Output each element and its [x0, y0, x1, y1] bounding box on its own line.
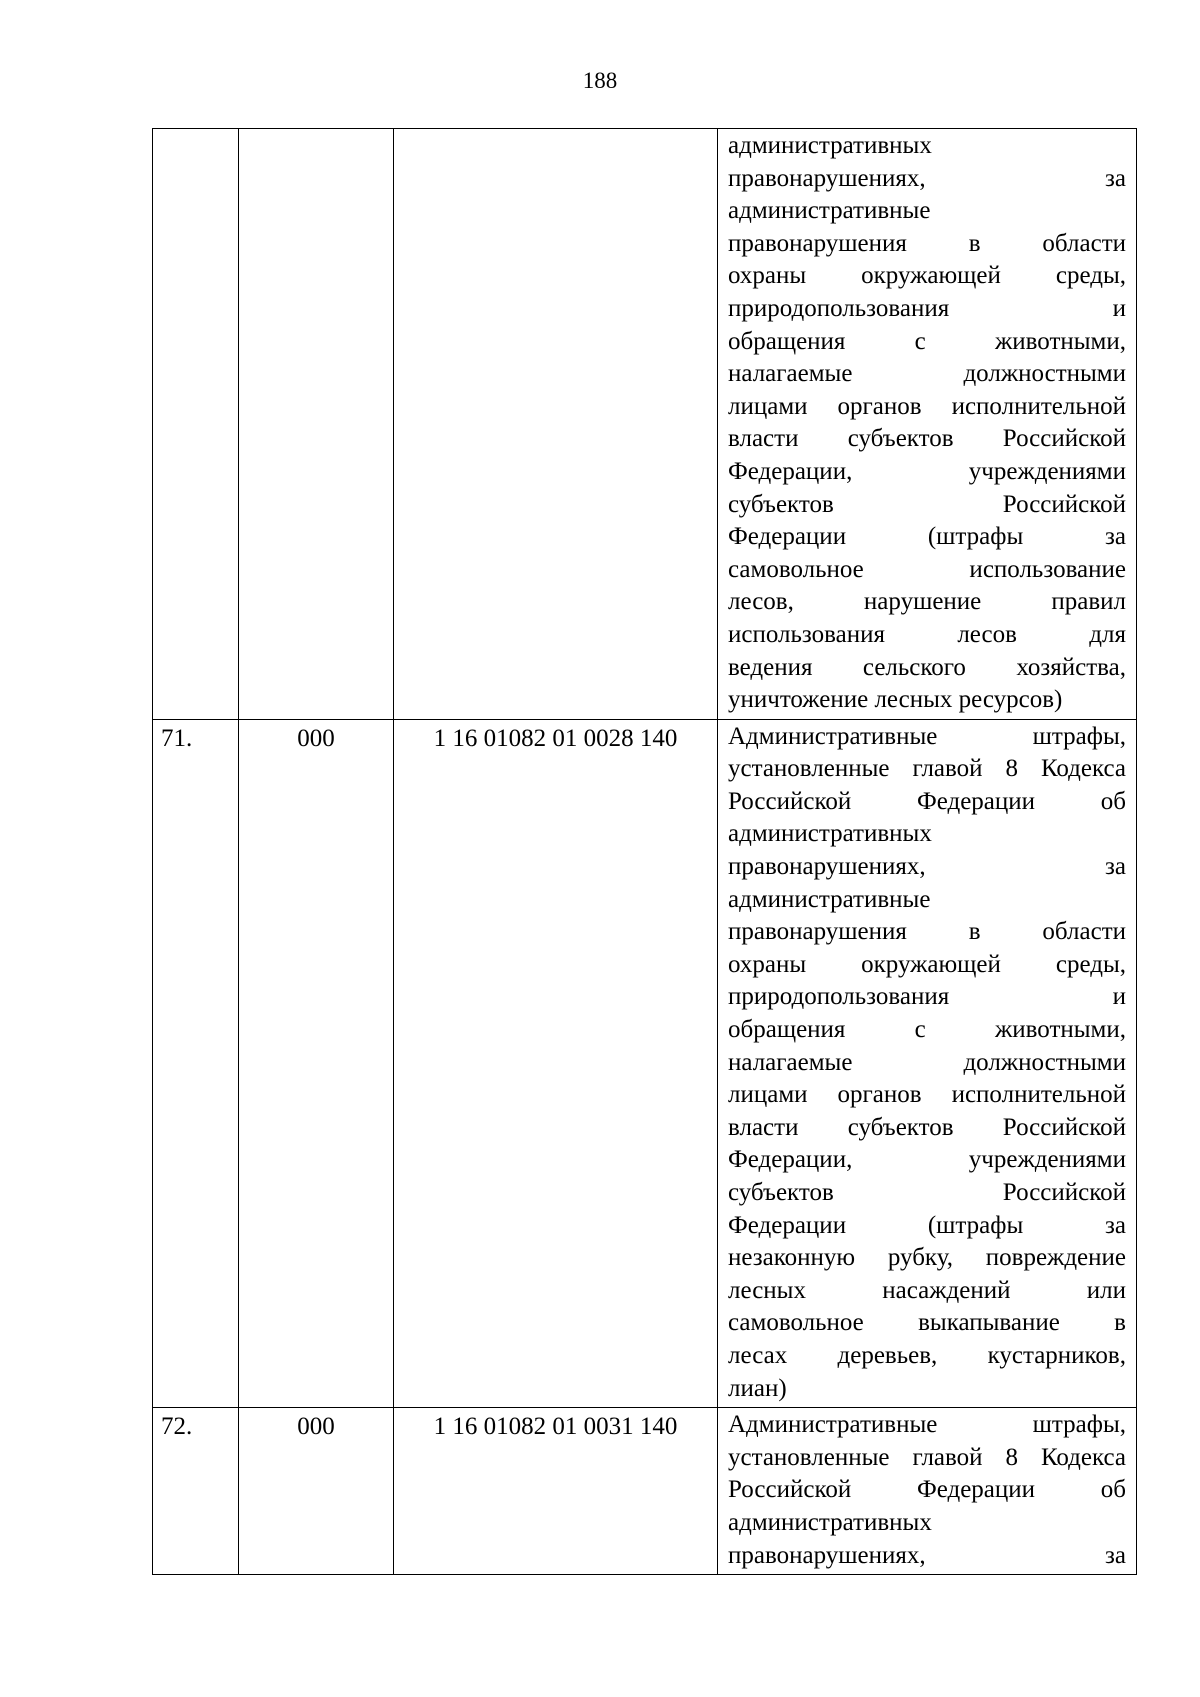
description-line: природопользования и	[728, 294, 1126, 322]
administrator-code-cell: 000	[239, 1408, 394, 1575]
description-line: правонарушениях, за	[728, 1541, 1126, 1569]
description-line: охраны окружающей среды,	[728, 262, 1126, 290]
description-line: уничтожение лесных ресурсов)	[728, 686, 1063, 714]
description-line: лицами органов исполнительной	[728, 1081, 1126, 1109]
description-line: административных	[728, 1508, 932, 1536]
description-line: правонарушения в области	[728, 918, 1126, 946]
description-line: лесах деревьев, кустарников,	[728, 1341, 1126, 1369]
description-line: лесных насаждений или	[728, 1276, 1126, 1304]
description-line: субъектов Российской	[728, 1179, 1126, 1206]
budget-codes-table	[152, 128, 1137, 1575]
row-number-cell: 71.	[153, 719, 239, 1407]
description-line: Федерации (штрафы за	[728, 523, 1126, 551]
description-line: административных	[728, 820, 932, 848]
description-line: налагаемые должностными	[728, 1048, 1126, 1076]
description-line: Административные штрафы,	[728, 1411, 1126, 1439]
description-line: Федерации (штрафы за	[728, 1211, 1126, 1239]
table-row	[153, 129, 1137, 720]
description-line: незаконную рубку, повреждение	[728, 1244, 1126, 1272]
budget-classification-code-cell	[394, 129, 718, 720]
description-line: Федерации, учреждениями	[728, 457, 1126, 485]
description-line: административные	[728, 885, 931, 913]
description-line: установленные главой 8 Кодекса	[728, 755, 1126, 783]
description-line: охраны окружающей среды,	[728, 950, 1126, 978]
budget-classification-code-cell: 1 16 01082 01 0031 140	[394, 1408, 718, 1575]
table-row	[153, 719, 1137, 1407]
page-number: 188	[582, 68, 618, 93]
description-line: Российской Федерации об	[728, 1476, 1126, 1504]
description-line: правонарушениях, за	[728, 853, 1126, 881]
description-line: правонарушениях, за	[728, 164, 1126, 192]
description-line: лицами органов исполнительной	[728, 392, 1126, 420]
description-line: Административные штрафы,	[728, 722, 1126, 750]
description-line: установленные главой 8 Кодекса	[728, 1443, 1126, 1471]
description-line: природопользования и	[728, 983, 1126, 1011]
description-line: самовольное использование	[728, 555, 1126, 583]
description-line: ведения сельского хозяйства,	[728, 653, 1126, 681]
description-line: самовольное выкапывание в	[728, 1309, 1126, 1337]
description-line: обращения с животными,	[728, 327, 1126, 355]
description-line: лесов, нарушение правил	[728, 588, 1126, 616]
description-line: лиан)	[728, 1374, 787, 1402]
description-line: использования лесов для	[728, 620, 1126, 648]
table-row	[153, 1408, 1137, 1575]
description-line: субъектов Российской	[728, 490, 1126, 518]
description-cell	[718, 129, 1137, 720]
description-line: правонарушения в области	[728, 229, 1126, 257]
description-cell	[718, 719, 1137, 1407]
description-line: власти субъектов Российской	[728, 1113, 1126, 1141]
description-line: власти субъектов Российской	[728, 425, 1126, 453]
administrator-code-cell: 000	[239, 719, 394, 1407]
description-cell	[718, 1408, 1137, 1575]
administrator-code-cell	[239, 129, 394, 720]
description-line: административные	[728, 197, 931, 225]
description-line: административных	[728, 132, 932, 159]
description-line: Федерации, учреждениями	[728, 1146, 1126, 1174]
row-number-cell: 72.	[153, 1408, 239, 1575]
description-line: Российской Федерации об	[728, 787, 1126, 815]
budget-classification-code-cell: 1 16 01082 01 0028 140	[394, 719, 718, 1407]
description-line: обращения с животными,	[728, 1016, 1126, 1044]
row-number-cell	[153, 129, 239, 720]
description-line: налагаемые должностными	[728, 360, 1126, 388]
